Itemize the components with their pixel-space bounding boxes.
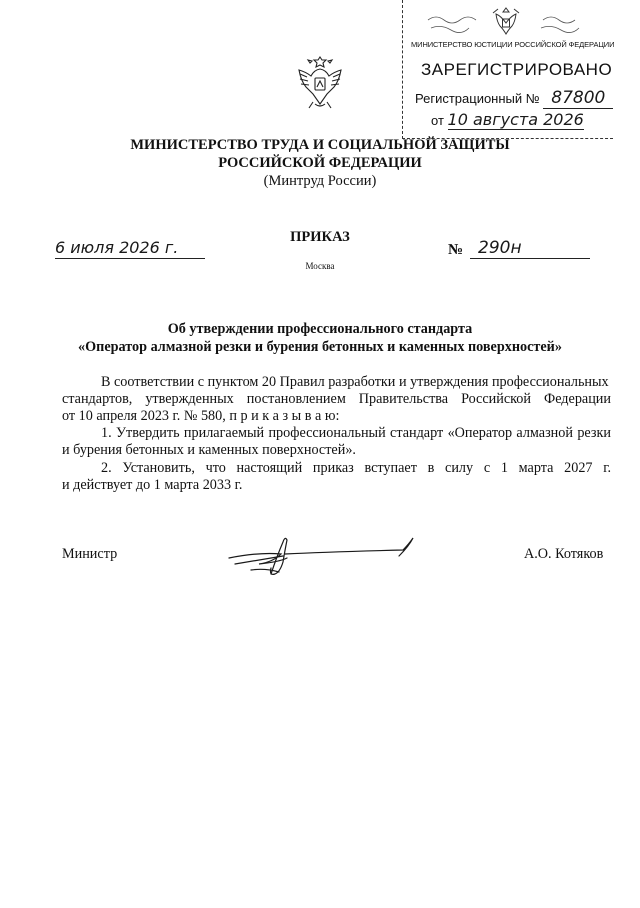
order-number-field: [470, 238, 590, 259]
stamp-reg-row: [415, 88, 613, 109]
ministry-short-name: (Минтруд России): [263, 173, 377, 189]
para3-line1: 2. Установить, что настоящий приказ вступает в силу с 1 марта 2027 г.: [101, 460, 611, 476]
stamp-reg-label: Регистрационный №: [415, 91, 540, 106]
order-doc-type: ПРИКАЗ: [290, 229, 350, 245]
russian-coat-of-arms-icon: [295, 54, 345, 112]
stamp-ministry: МИНИСТЕРСТВО ЮСТИЦИИ РОССИЙСКОЙ ФЕДЕРАЦИИ: [411, 40, 615, 49]
para3-line2: и действует до 1 марта 2033 г.: [62, 477, 243, 493]
para1-line3: от 10 апреля 2023 г. № 580, п р и к а з ы в а ю:: [62, 408, 340, 424]
stamp-date-prefix: от: [431, 113, 444, 128]
para2-line1: 1. Утвердить прилагаемый профессиональный стандарт «Оператор алмазной резки: [101, 425, 611, 441]
signer-name: А.О. Котяков: [524, 546, 604, 562]
stamp-coat-of-arms-icon: [489, 4, 523, 38]
order-number-handwritten: 290н: [478, 238, 522, 258]
para2-line2: и бурения бетонных и каменных поверхностей».: [62, 442, 356, 458]
ministry-name-line2: РОССИЙСКОЙ ФЕДЕРАЦИИ: [218, 155, 422, 171]
stamp-date-row: [431, 110, 584, 130]
para1-line1: В соответствии с пунктом 20 Правил разработки и утверждения профессиональных: [101, 374, 609, 390]
registration-stamp: [402, 0, 613, 139]
stamp-reg-number: 87800: [543, 88, 613, 109]
order-date-handwritten: 6 июля 2026 г.: [55, 238, 179, 257]
para1-line2: стандартов, утвержденных постановлением Правительства Российской Федерации: [62, 391, 611, 407]
stamp-registered: ЗАРЕГИСТРИРОВАНО: [421, 60, 613, 79]
handwritten-signature: [225, 530, 425, 580]
order-city: Москва: [305, 261, 335, 271]
ministry-name-line1: МИНИСТЕРСТВО ТРУДА И СОЦИАЛЬНОЙ ЗАЩИТЫ: [130, 137, 510, 153]
order-number-label: №: [448, 242, 464, 258]
signer-position: Министр: [62, 546, 118, 562]
stamp-date-value: 10 августа 2026: [447, 110, 584, 129]
document-title-line2: «Оператор алмазной резки и бурения бетонных и каменных поверхностей»: [78, 339, 562, 355]
document-title-line1: Об утверждении профессионального стандарта: [167, 321, 473, 337]
